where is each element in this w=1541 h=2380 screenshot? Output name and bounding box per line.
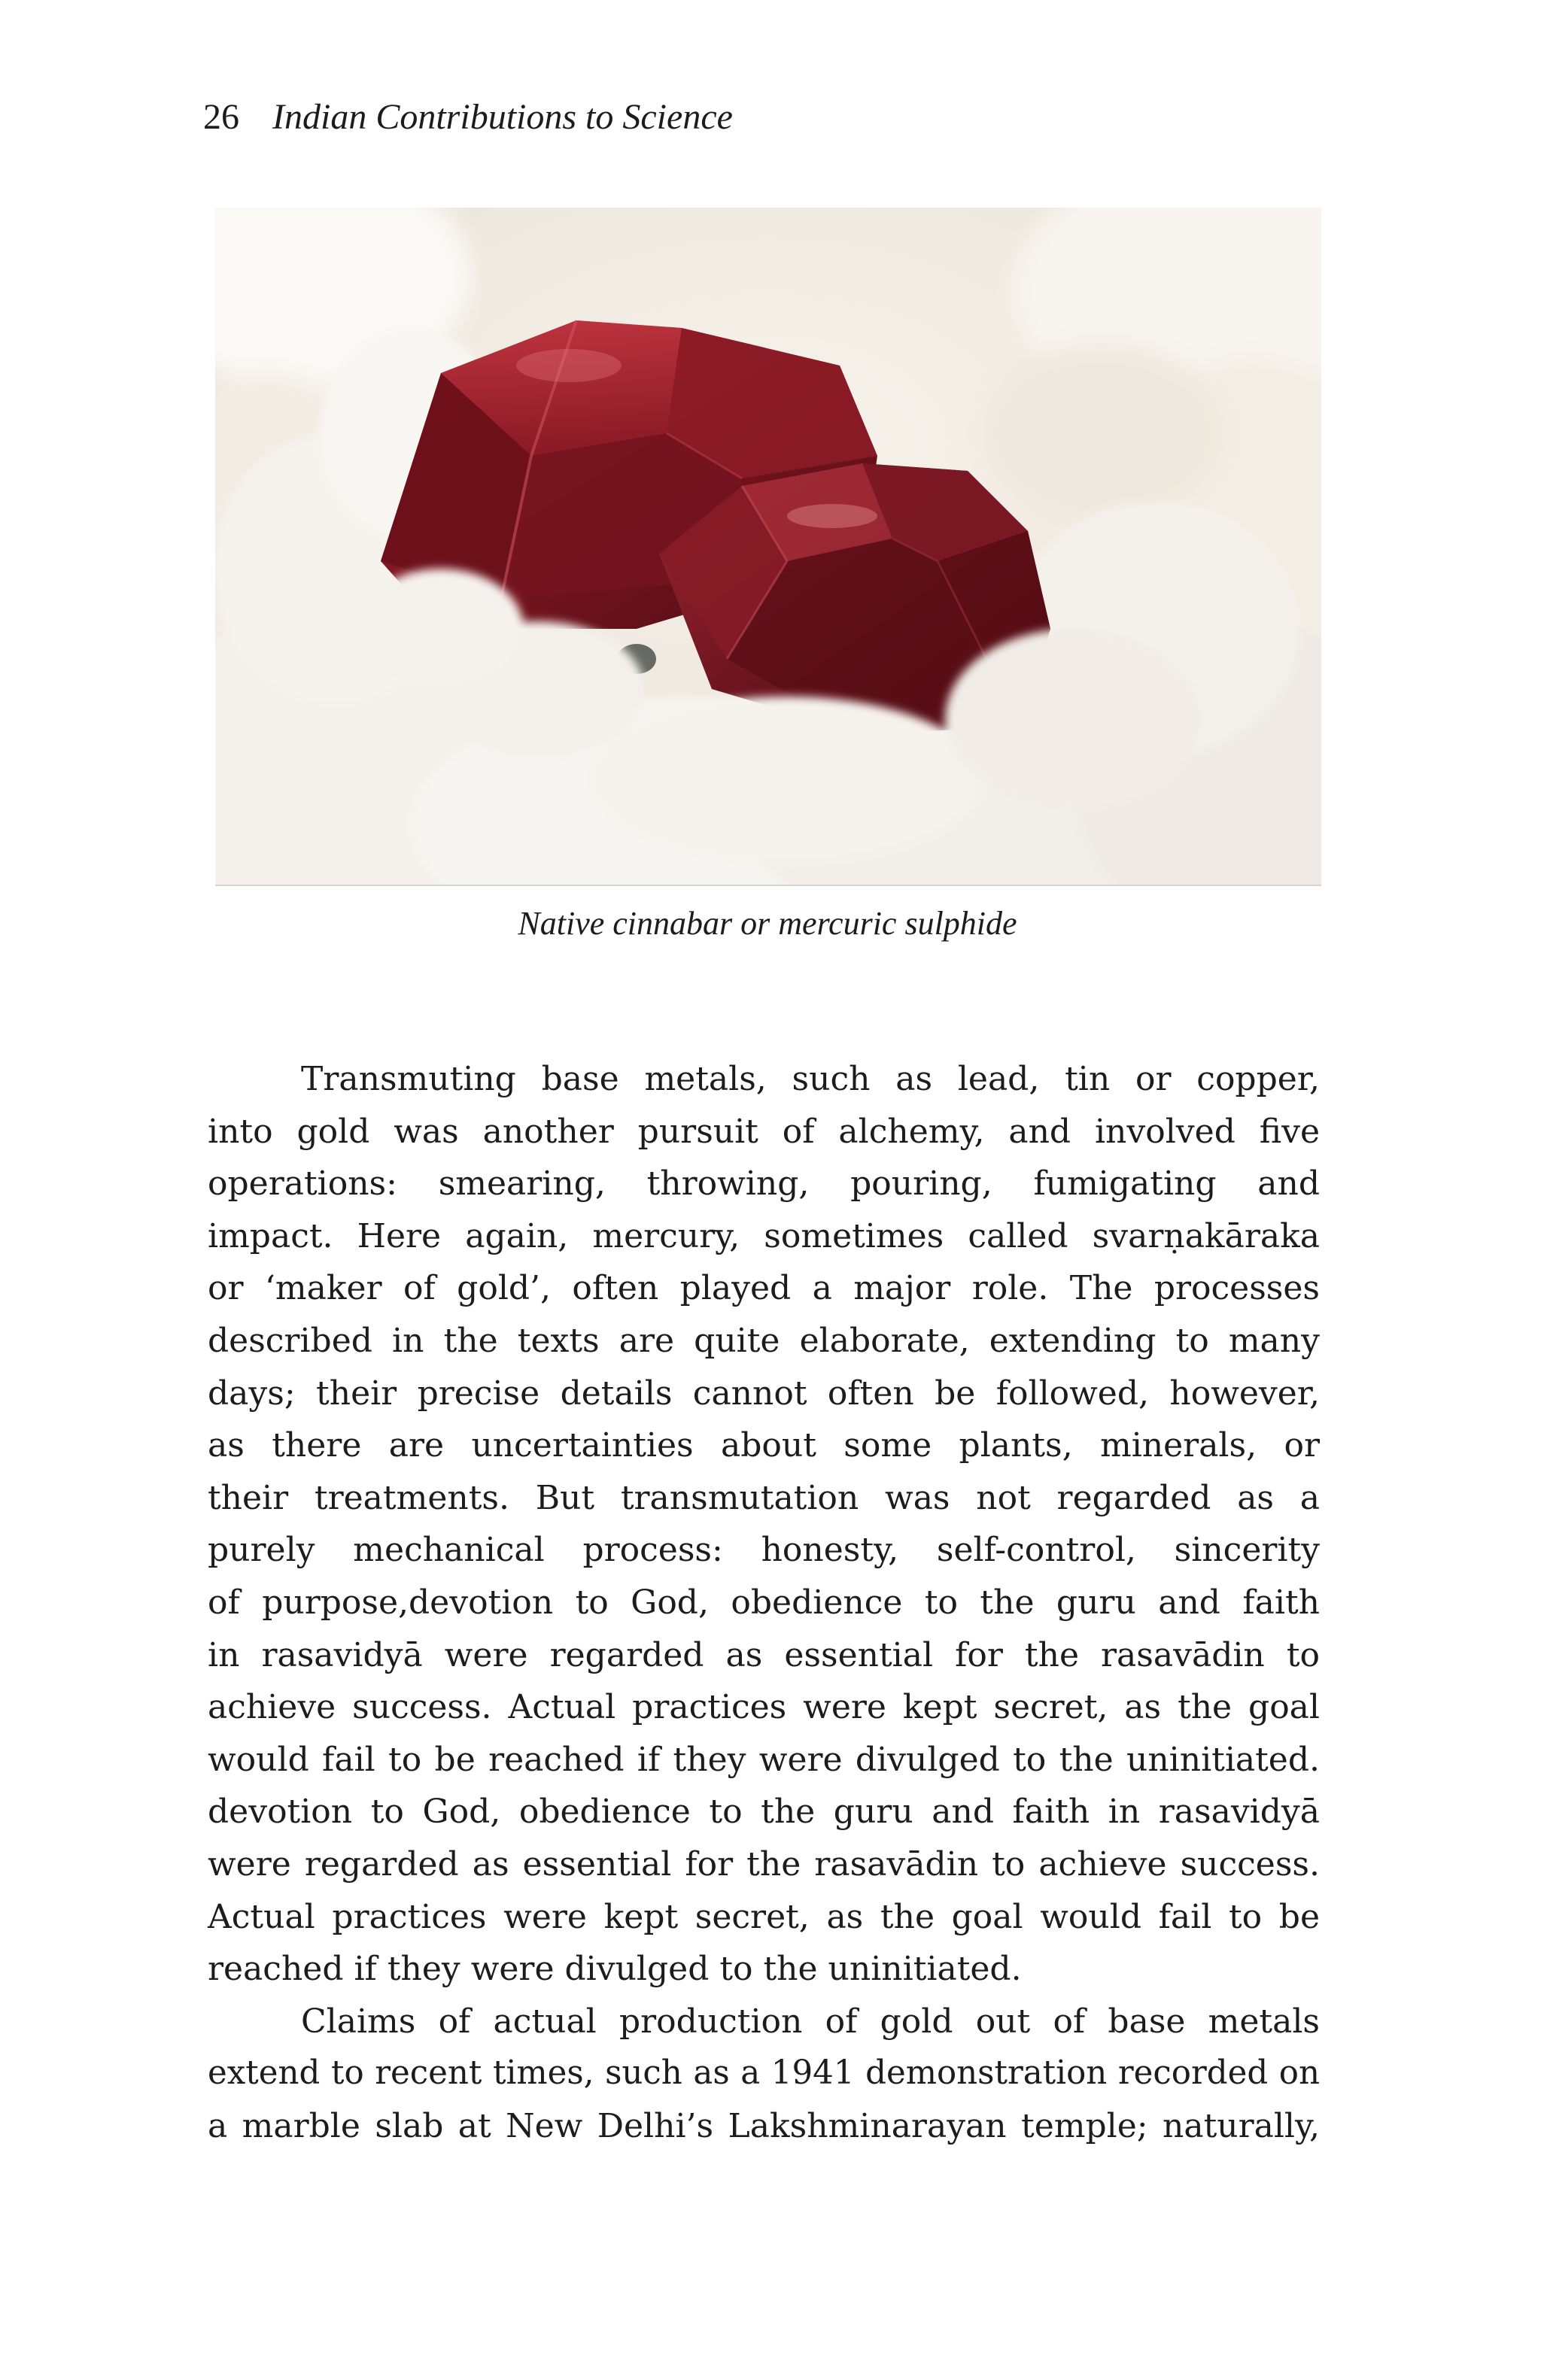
book-title: Indian Contributions to Science — [272, 97, 733, 137]
text-line: achieve success. Actual practices were kept secret, as the goal — [208, 1688, 1320, 1727]
text-line: Claims of actual production of gold out of base metals — [301, 2002, 1320, 2041]
text-line: Transmuting base metals, such as lead, tin or copper, — [301, 1060, 1320, 1098]
figure-caption: Native cinnabar or mercuric sulphide — [518, 905, 1017, 942]
text-line: Actual practices were kept secret, as the goal would fail to be — [208, 1897, 1320, 1936]
text-line: impact. Here again, mercury, sometimes called svarṇakāraka — [208, 1216, 1320, 1255]
text-line: extend to recent times, such as a 1941 demonstration recorded on — [208, 2054, 1320, 2093]
text-line: purely mechanical process: honesty, self-control, sincerity — [208, 1531, 1320, 1570]
text-line: devotion to God, obedience to the guru and faith in rasavidyā — [208, 1793, 1320, 1832]
body-text — [208, 1053, 1320, 2152]
text-line: described in the texts are quite elaborate, extending to many — [208, 1321, 1320, 1360]
text-line: a marble slab at New Delhi’s Lakshminarayan temple; naturally, — [208, 2106, 1320, 2145]
cinnabar-crystal-illustration — [215, 208, 1321, 885]
text-line: were regarded as essential for the rasavādin to achieve success. — [208, 1844, 1320, 1884]
text-line: into gold was another pursuit of alchemy, and involved five — [208, 1112, 1320, 1151]
text-line: or ‘maker of gold’, often played a major role. The processes — [208, 1269, 1320, 1308]
running-head — [203, 95, 733, 140]
text-line: reached if they were divulged to the uninitiated. — [208, 1950, 1022, 1989]
text-line: days; their precise details cannot often be followed, however, — [208, 1374, 1320, 1413]
text-line: of purpose,devotion to God, obedience to the guru and faith — [208, 1583, 1320, 1622]
text-line: in rasavidyā were regarded as essential for the rasavādin to — [208, 1635, 1320, 1674]
text-line: operations: smearing, throwing, pouring, fumigating and — [208, 1164, 1320, 1204]
page-number: 26 — [203, 97, 239, 137]
cinnabar-photo — [215, 208, 1321, 886]
text-line: as there are uncertainties about some plants, minerals, or — [208, 1426, 1320, 1465]
text-line: their treatments. But transmutation was not regarded as a — [208, 1478, 1320, 1517]
text-line: would fail to be reached if they were divulged to the uninitiated. — [208, 1740, 1320, 1779]
